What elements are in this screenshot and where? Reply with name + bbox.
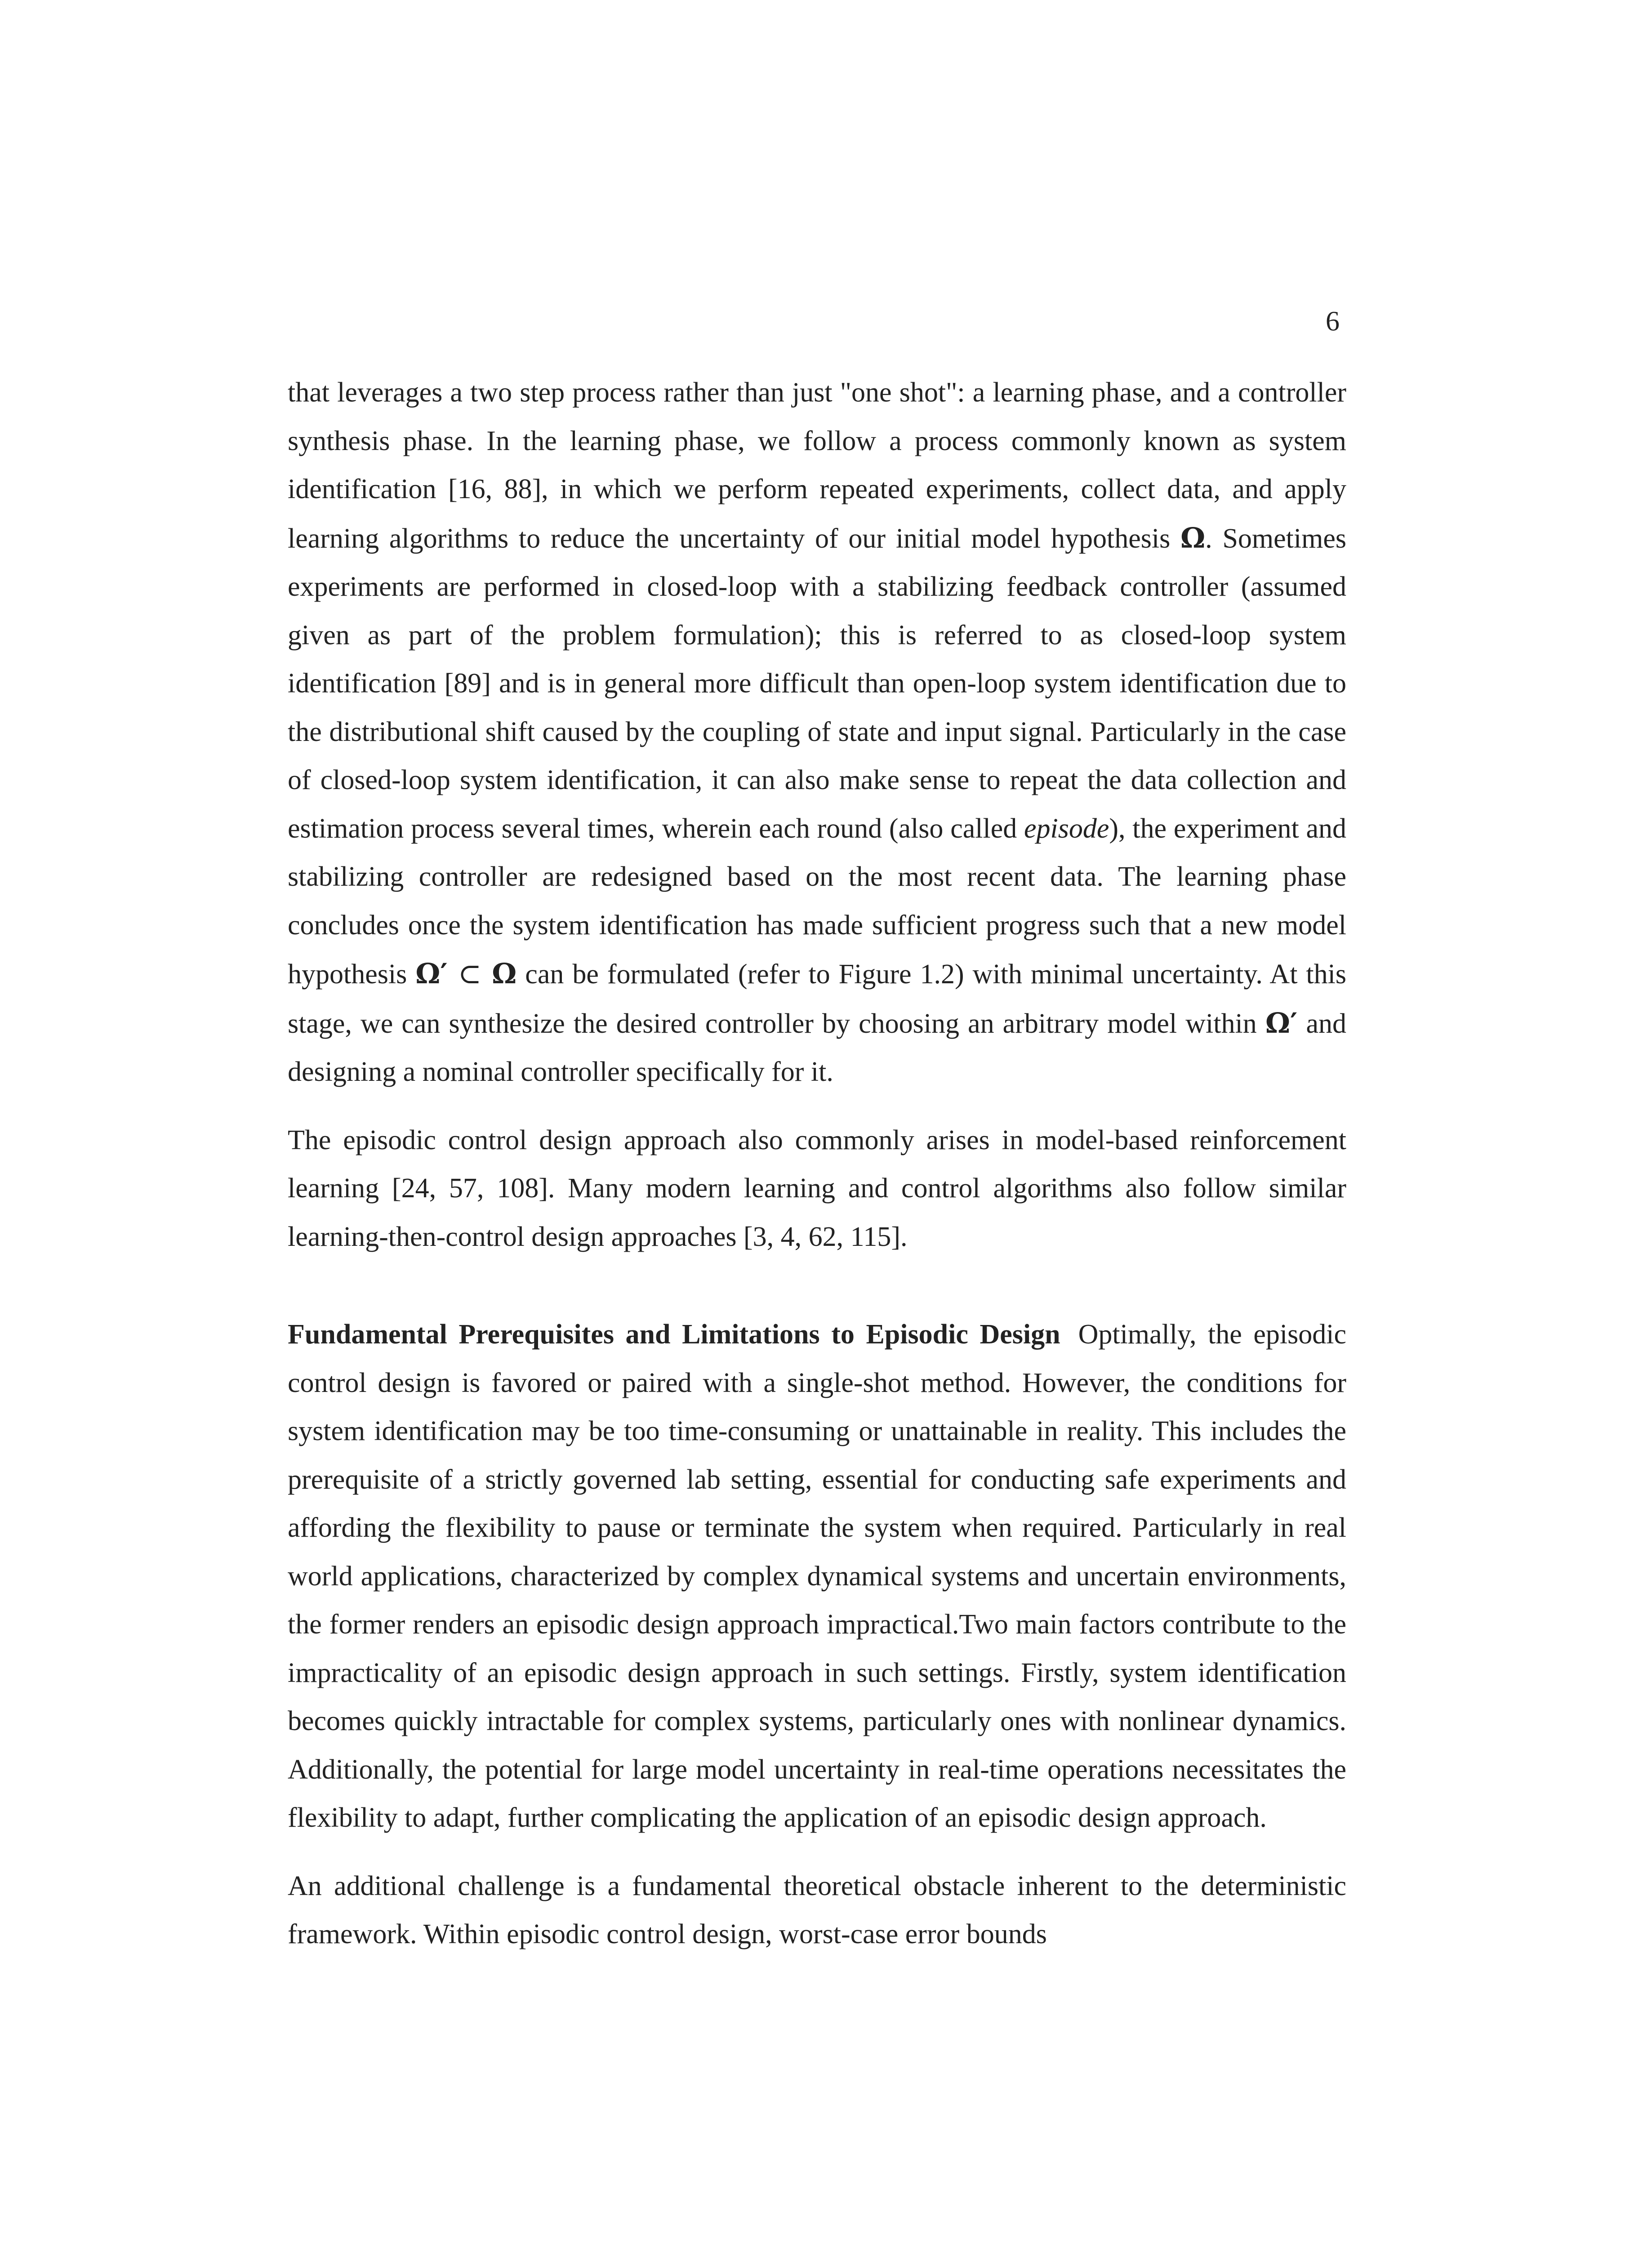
omega-prime-symbol: Ω′ [1265,1006,1298,1039]
paragraph-text: . Sometimes experiments are performed in closed-loop with a stabilizing feedback controller (assumed given as part of the problem formulation); this is referred to as closed-loop system identification [89] and is in general more difficult than open-loop system identification due to the distributional shift caused by the coupling of state and input signal. Particularly in the case of closed-loop system identification, it can also make sense to repeat the data collection and estimation process several times, wherein each round (also called [288,523,1346,844]
omega-symbol: Ω [1180,521,1206,554]
paragraph-learning-phase [288,369,1346,1097]
paragraph-text: Optimally, the episodic control design is favored or paired with a single-shot method. However, the conditions for system identification may be too time-consuming or unattainable in reality. This includes the prerequisite of a strictly governed lab setting, essential for conducting safe experiments and affording the flexibility to pause or terminate the system when required. Particularly in real world applications, characterized by complex dynamical systems and uncertain environments, the former renders an episodic design approach impractical.Two main factors contribute to the impracticality of an episodic design approach in such settings. Firstly, system identification becomes quickly intractable for complex systems, particularly ones with nonlinear dynamics. Additionally, the potential for large model uncertainty in real-time operations necessitates the flexibility to adapt, further complicating the application of an episodic design approach. [288,1319,1346,1833]
paragraph-additional-challenge: An additional challenge is a fundamental theoretical obstacle inherent to the deterministic framework. Within episodic control design, worst-case error bounds [288,1870,1346,1949]
paragraph-text: and designing a nominal controller specifically for it. [288,1008,1346,1087]
paragraph-text: ), the experiment and stabilizing controller are redesigned based on the most recent data. The learning phase concludes once the system identification has made sufficient progress such that a new model hypothesis [288,813,1346,990]
paragraph-prerequisites [288,1311,1346,1842]
paragraph-text: can be formulated (refer to Figure 1.2) with minimal uncertainty. At this stage, we can synthesize the desired controller by choosing an arbitrary model within [288,959,1346,1039]
episode-term: episode [1024,813,1109,844]
body-text [288,369,1346,1979]
omega-symbol: Ω [492,957,517,990]
paragraph-episodic-approach: The episodic control design approach also commonly arises in model-based reinforcement learning [24, 57, 108]. Many modern learning and control algorithms also follow similar learning-then-control design approaches [3, 4, 62, 115]. [288,1124,1346,1252]
subset-symbol: ⊂ [447,957,492,990]
omega-prime-symbol: Ω′ [415,957,448,990]
page-number: 6 [1326,306,1340,337]
paragraph-text: that leverages a two step process rather than just "one shot": a learning phase, and a controller synthesis phase. In the learning phase, we follow a process commonly known as system identification [16, 88], in which we perform repeated experiments, collect data, and apply learning algorithms to reduce the uncertainty of our initial model hypothesis [288,377,1346,554]
section-heading: Fundamental Prerequisites and Limitations to Episodic Design [288,1319,1060,1350]
